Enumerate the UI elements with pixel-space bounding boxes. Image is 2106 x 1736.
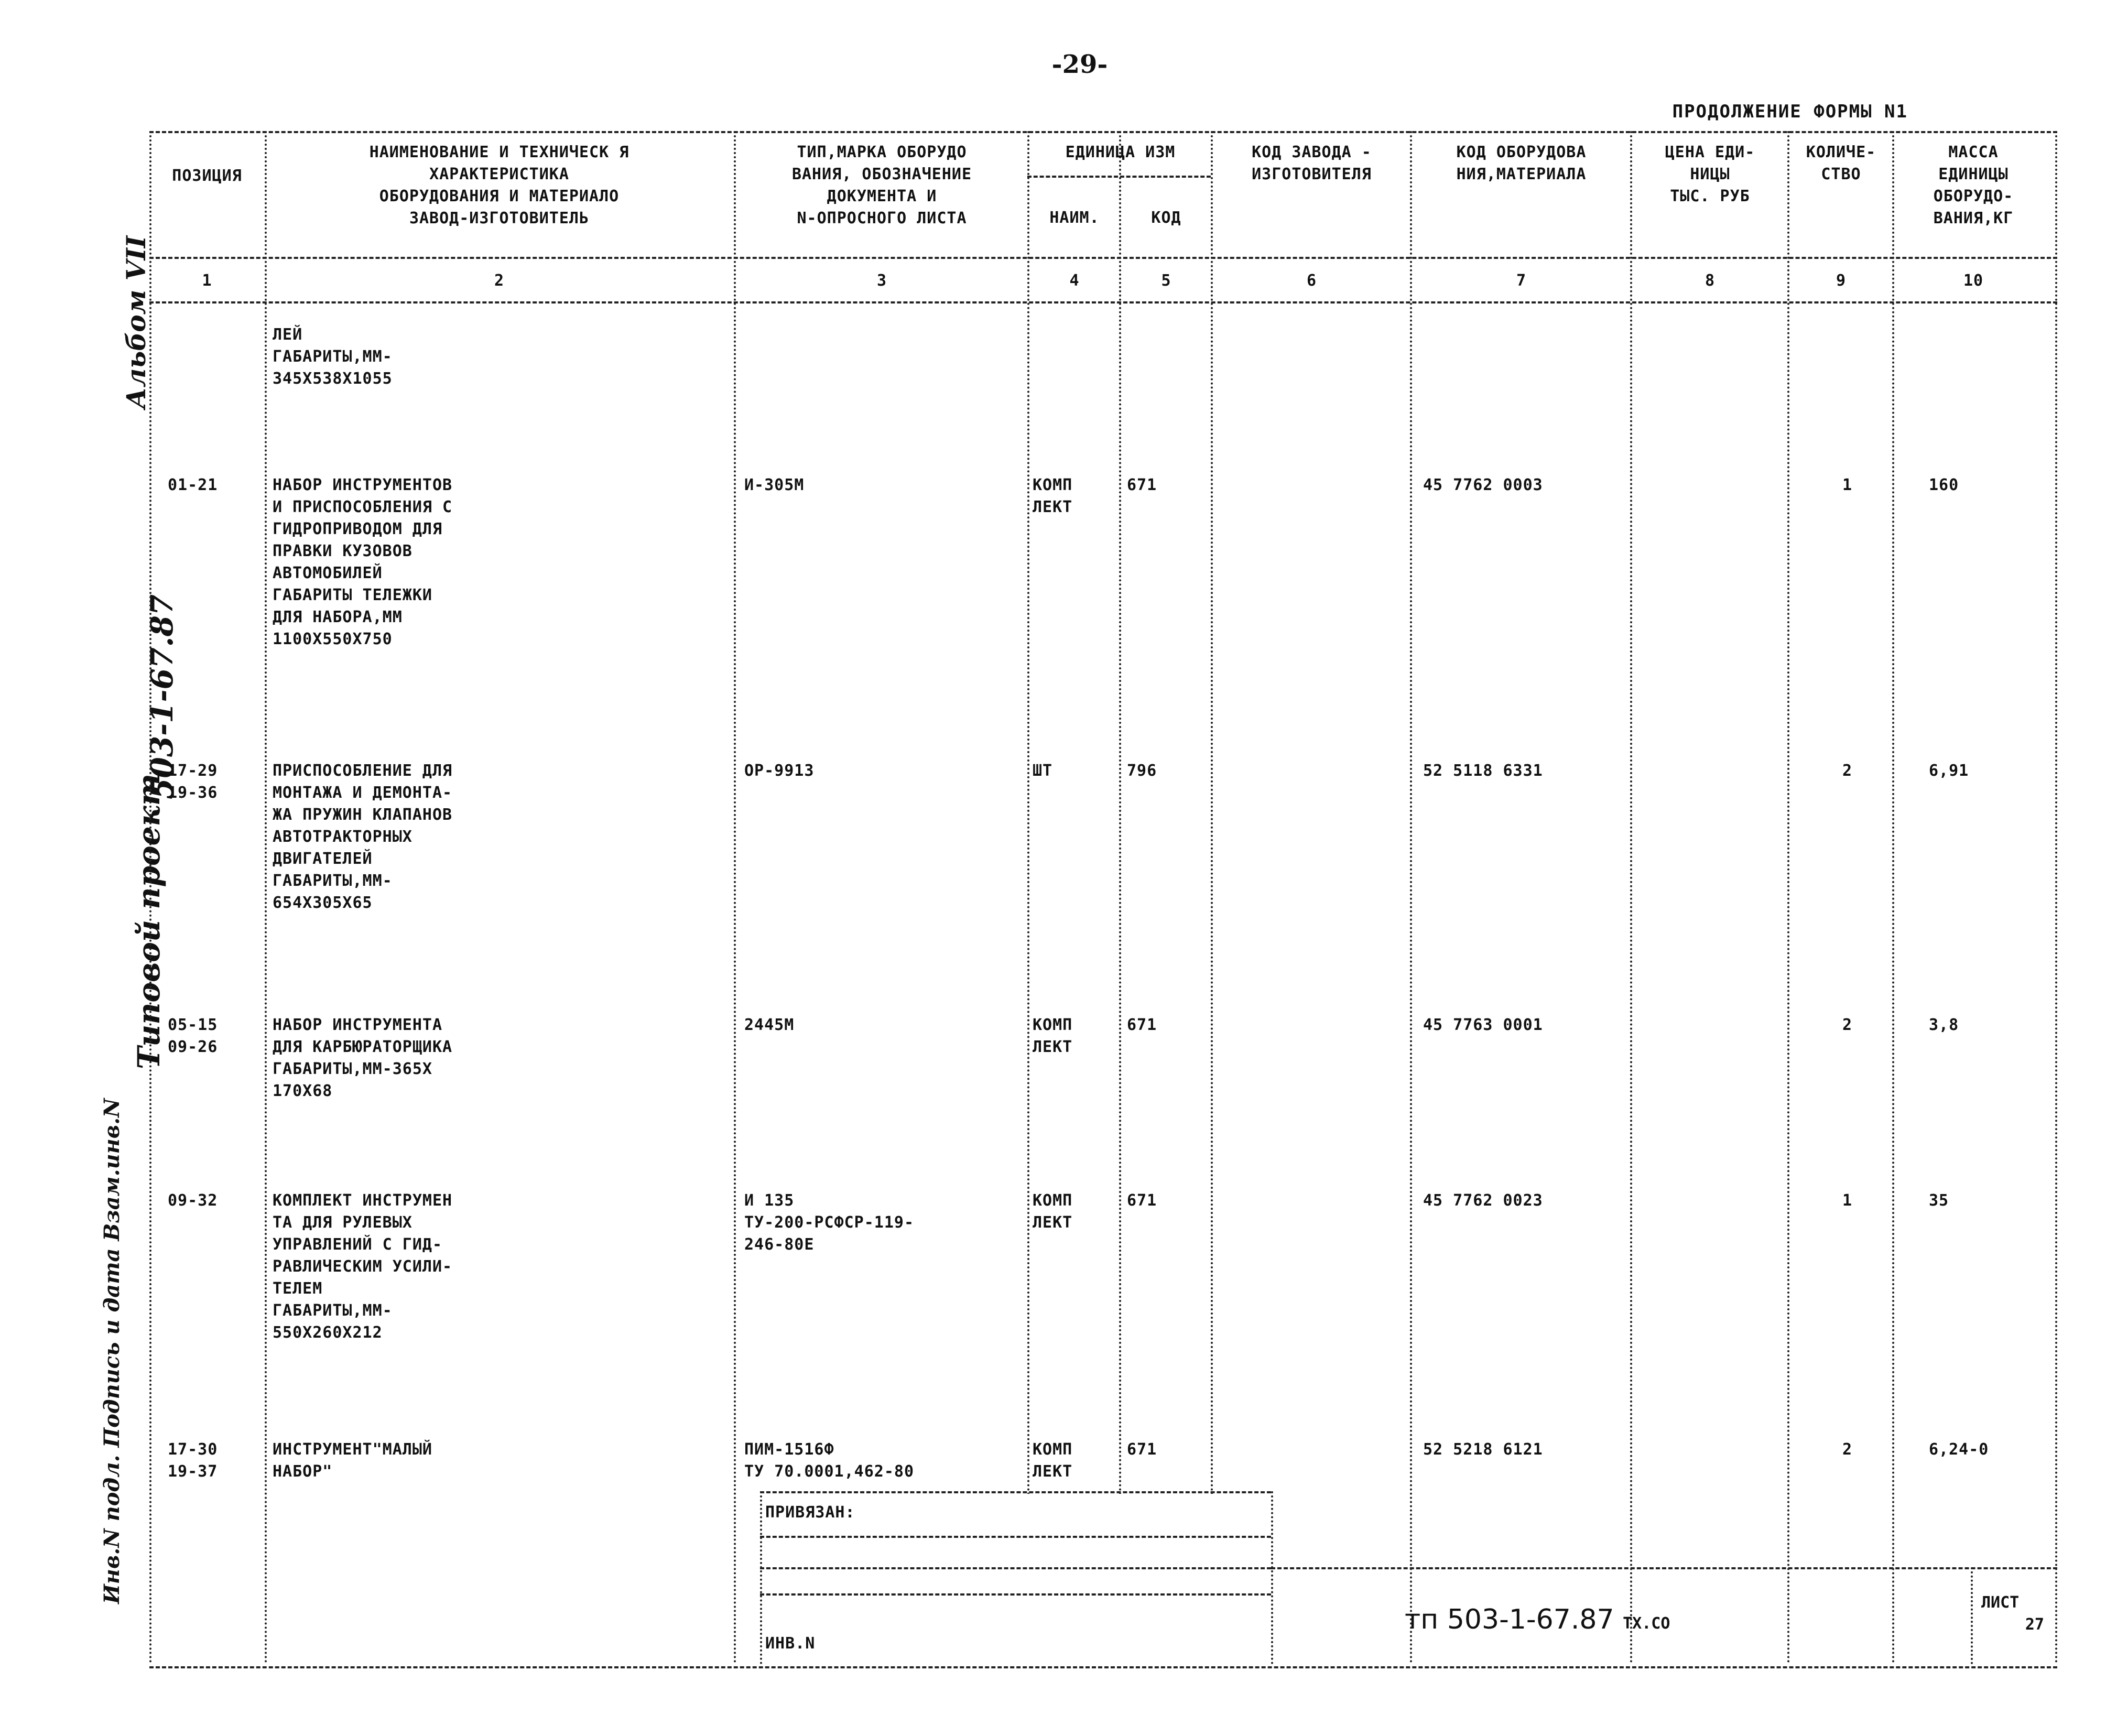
row-name: НАБОР ИНСТРУМЕНТА ДЛЯ КАРБЮРАТОРЩИКА ГАБАРИТЫ,ММ-365Х 170Х68 xyxy=(273,1016,453,1100)
header-factory-code: КОД ЗАВОДА - ИЗГОТОВИТЕЛЯ xyxy=(1252,143,1372,183)
header-divider xyxy=(149,257,2057,259)
continuation-title: ПРОДОЛЖЕНИЕ ФОРМЫ N1 xyxy=(1672,101,1908,122)
row-equipment-code: 52 5118 6331 xyxy=(1423,762,1543,780)
col-number: 9 xyxy=(1836,272,1847,290)
row-position: 17-29 19-36 xyxy=(168,762,218,802)
col-border xyxy=(1410,131,1412,1664)
header-unit-code: КОД xyxy=(1151,209,1181,227)
unit-subdivider xyxy=(1027,176,1211,178)
stamp-border xyxy=(760,1491,762,1664)
header-position: ПОЗИЦИЯ xyxy=(172,167,242,185)
row-mass: 35 xyxy=(1929,1191,1949,1210)
col-number: 2 xyxy=(494,272,505,290)
row-type: И-305М xyxy=(744,476,805,494)
row-position: 17-30 19-37 xyxy=(168,1440,218,1481)
row-quantity: 1 xyxy=(1842,476,1853,494)
row-type: И 135 ТУ-200-РСФСР-119- 246-80Е xyxy=(744,1191,915,1254)
row-mass: 160 xyxy=(1929,476,1959,494)
row-name: ПРИСПОСОБЛЕНИЕ ДЛЯ МОНТАЖА И ДЕМОНТА- ЖА ПРУЖИН КЛАПАНОВ АВТОТРАКТОРНЫХ ДВИГАТЕЛЕЙ ГАБАРИТЫ,ММ- 654Х305Х65 xyxy=(273,762,453,912)
row-type: ПИМ-1516Ф ТУ 70.0001,462-80 xyxy=(744,1440,915,1481)
stamp-line xyxy=(760,1593,1271,1596)
row-name: ЛЕЙ ГАБАРИТЫ,ММ- 345Х538Х1055 xyxy=(273,326,393,388)
col-number: 7 xyxy=(1516,272,1527,290)
row-unit: ШТ xyxy=(1033,762,1053,780)
row-equipment-code: 45 7762 0003 xyxy=(1423,476,1543,494)
col-border xyxy=(1892,131,1894,1664)
header-unit-price: ЦЕНА ЕДИ- НИЦЫ ТЫС. РУБ xyxy=(1665,143,1755,205)
side-album-label: Альбом VII xyxy=(121,235,151,409)
row-unit: КОМП ЛЕКТ xyxy=(1033,1440,1073,1481)
row-unit: КОМП ЛЕКТ xyxy=(1033,1016,1073,1056)
row-unit: КОМП ЛЕКТ xyxy=(1033,1191,1073,1232)
row-unit-code: 671 xyxy=(1127,1440,1157,1459)
col-border xyxy=(734,131,736,1664)
number-row-divider xyxy=(149,301,2057,303)
row-equipment-code: 45 7763 0001 xyxy=(1423,1016,1543,1034)
col-number: 3 xyxy=(876,272,887,290)
side-project-code: 503-1-67.87 xyxy=(144,594,180,799)
header-type: ТИП,МАРКА ОБОРУДО ВАНИЯ, ОБОЗНАЧЕНИЕ ДОКУМЕНТА И N-ОПРОСНОГО ЛИСТА xyxy=(791,143,972,227)
row-unit-code: 671 xyxy=(1127,1191,1157,1210)
col-number: 1 xyxy=(202,272,212,290)
sheet-number: 27 xyxy=(2025,1615,2044,1634)
row-name: КОМПЛЕКТ ИНСТРУМЕН ТА ДЛЯ РУЛЕВЫХ УПРАВЛЕНИЙ С ГИД- РАВЛИЧЕСКИМ УСИЛИ- ТЕЛЕМ ГАБАРИТЫ,ММ- 550Х260Х212 xyxy=(273,1191,453,1342)
row-name: ИНСТРУМЕНТ"МАЛЫЙ НАБОР" xyxy=(273,1440,432,1481)
stamp-line xyxy=(760,1536,1271,1538)
stamp-border xyxy=(1971,1567,1973,1664)
row-unit: КОМП ЛЕКТ xyxy=(1033,476,1073,516)
header-name: НАИМЕНОВАНИЕ И ТЕХНИЧЕСК Я ХАРАКТЕРИСТИКА ОБОРУДОВАНИЯ И МАТЕРИАЛО ЗАВОД-ИЗГОТОВИТЕЛЬ xyxy=(369,143,629,227)
col-border xyxy=(1119,131,1121,1664)
document-code-suffix: ТХ.СО xyxy=(1623,1614,1670,1633)
header-mass: МАССА ЕДИНИЦЫ ОБОРУДО- ВАНИЯ,КГ xyxy=(1933,143,2014,227)
row-quantity: 1 xyxy=(1842,1191,1853,1210)
row-position: 05-15 09-26 xyxy=(168,1016,218,1056)
header-unit-name: НАИМ. xyxy=(1049,209,1100,227)
row-position: 01-21 xyxy=(168,476,218,494)
stamp-line xyxy=(1271,1567,2057,1569)
col-border xyxy=(1630,131,1632,1664)
row-equipment-code: 45 7762 0023 xyxy=(1423,1191,1543,1210)
col-border xyxy=(1787,131,1789,1664)
row-unit-code: 671 xyxy=(1127,1016,1157,1034)
row-mass: 3,8 xyxy=(1929,1016,1959,1034)
col-border xyxy=(265,131,267,1664)
row-quantity: 2 xyxy=(1842,1016,1853,1034)
stamp-inv-label: ИНВ.N xyxy=(765,1634,816,1653)
side-project-label: Типовой проект xyxy=(131,773,167,1069)
row-unit-code: 796 xyxy=(1127,762,1157,780)
row-name: НАБОР ИНСТРУМЕНТОВ И ПРИСПОСОБЛЕНИЯ С ГИДРОПРИВОДОМ ДЛЯ ПРАВКИ КУЗОВОВ АВТОМОБИЛЕЙ ГАБАРИТЫ ТЕЛЕЖКИ ДЛЯ НАБОРА,ММ 1100Х550Х750 xyxy=(273,476,453,648)
col-border xyxy=(2055,131,2057,1664)
stamp-border xyxy=(1271,1491,1273,1664)
row-quantity: 2 xyxy=(1842,762,1853,780)
col-number: 5 xyxy=(1161,272,1171,290)
stamp-bound-label: ПРИВЯЗАН: xyxy=(765,1503,855,1522)
page-number: -29- xyxy=(1051,50,1108,79)
col-number: 4 xyxy=(1069,272,1080,290)
col-border xyxy=(1027,131,1029,1664)
document-code-main: тп 503-1-67.87 xyxy=(1405,1604,1614,1635)
col-number: 6 xyxy=(1306,272,1317,290)
row-quantity: 2 xyxy=(1842,1440,1853,1459)
stamp-line xyxy=(760,1567,1271,1569)
row-mass: 6,91 xyxy=(1929,762,1969,780)
col-number: 10 xyxy=(1963,272,1984,290)
row-type: 2445М xyxy=(744,1016,795,1034)
col-number: 8 xyxy=(1705,272,1716,290)
header-equipment-code: КОД ОБОРУДОВА НИЯ,МАТЕРИАЛА xyxy=(1456,143,1587,183)
row-position: 09-32 xyxy=(168,1191,218,1210)
row-equipment-code: 52 5218 6121 xyxy=(1423,1440,1543,1459)
col-border xyxy=(149,131,151,1664)
row-type: ОР-9913 xyxy=(744,762,815,780)
side-stamp-label: Инв.N подл. Подпись и дата Взам.инв.N xyxy=(100,1098,124,1604)
sheet-label: ЛИСТ xyxy=(1981,1593,2020,1612)
stamp-line xyxy=(760,1491,1271,1493)
header-quantity: КОЛИЧЕ- СТВО xyxy=(1806,143,1876,183)
col-border xyxy=(1211,131,1213,1664)
row-mass: 6,24-0 xyxy=(1929,1440,1989,1459)
document-code xyxy=(1405,1604,1670,1635)
row-unit-code: 671 xyxy=(1127,476,1157,494)
header-unit: ЕДИНИЦА ИЗМ xyxy=(1065,143,1176,161)
